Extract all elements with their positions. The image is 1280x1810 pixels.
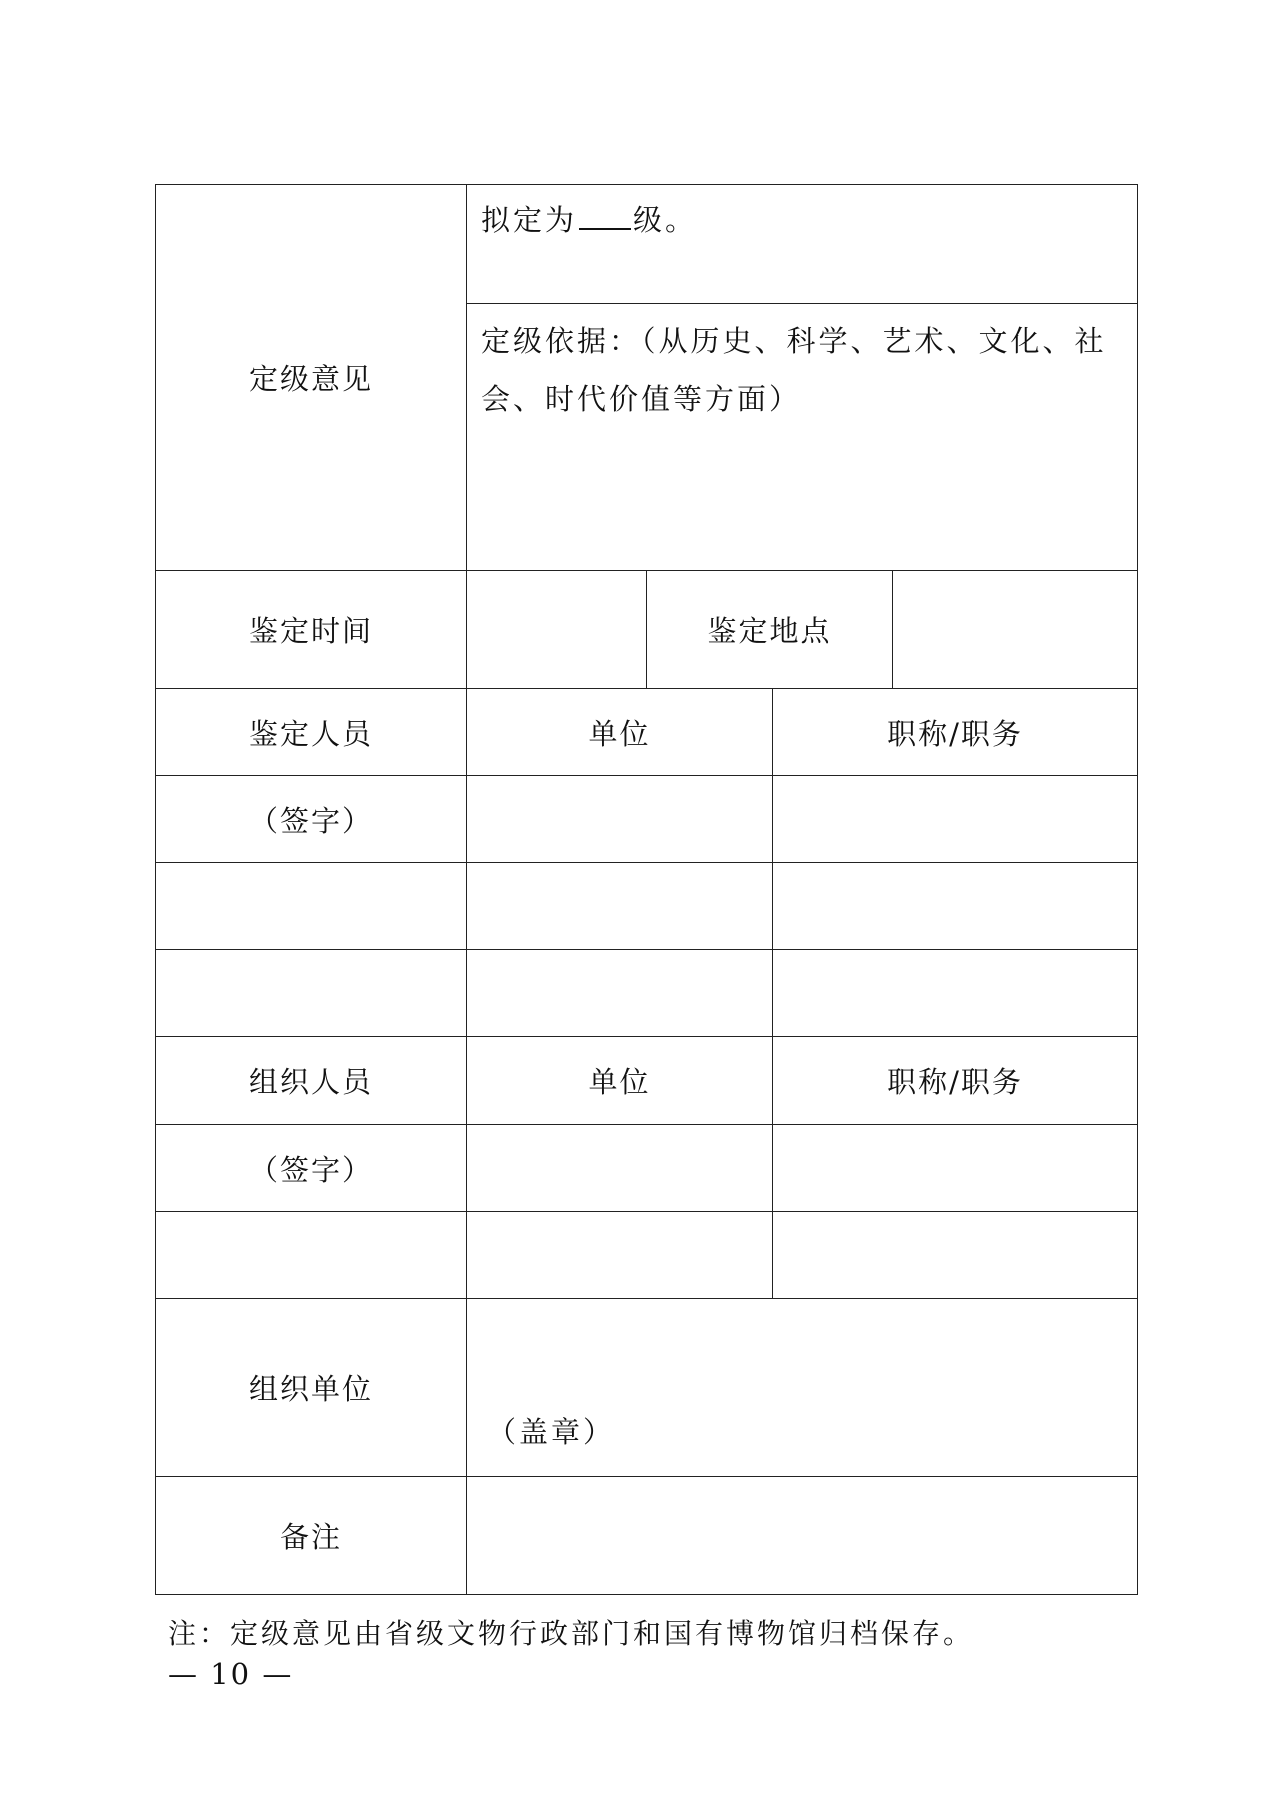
appraiser-3-unit[interactable] [466, 949, 773, 1037]
appraiser-1-unit[interactable] [466, 775, 773, 863]
organizers-unit-label: 单位 [588, 1065, 651, 1099]
organizer-1-unit[interactable] [466, 1124, 773, 1212]
appraisal-place-label-cell [646, 570, 893, 689]
rating-proposed-cell[interactable] [466, 184, 1138, 304]
appraisal-time-label-cell [155, 570, 467, 689]
appraisers-label: 鉴定人员 [248, 716, 373, 751]
appraisal-place-value-cell[interactable] [892, 570, 1138, 689]
appraiser-sign-cell[interactable] [155, 775, 467, 863]
appraiser-1-title[interactable] [772, 775, 1138, 863]
appraiser-3-title[interactable] [772, 949, 1138, 1037]
organizer-2-title[interactable] [772, 1211, 1138, 1299]
rating-proposed-suffix: 级。 [633, 203, 698, 237]
org-unit-seal-note: （盖章） [487, 1415, 616, 1449]
organizer-2-sign[interactable] [155, 1211, 467, 1299]
rating-basis-cell[interactable] [466, 303, 1138, 571]
remarks-label: 备注 [279, 1520, 342, 1554]
organizers-unit-header [466, 1036, 773, 1125]
organizers-title-header [772, 1036, 1138, 1125]
organizer-1-title[interactable] [772, 1124, 1138, 1212]
appraisers-title-label: 职称/职务 [887, 716, 1023, 751]
org-unit-label: 组织单位 [248, 1372, 373, 1406]
organizers-label: 组织人员 [248, 1065, 373, 1099]
appraisers-unit-label: 单位 [588, 716, 651, 751]
rating-proposed-prefix: 拟定为 [481, 203, 578, 237]
appraiser-2-unit[interactable] [466, 862, 773, 950]
appraisers-sign-note: （签字） [248, 803, 373, 838]
appraisal-place-label: 鉴定地点 [707, 614, 832, 648]
organizer-2-unit[interactable] [466, 1211, 773, 1299]
organizers-sign-note: （签字） [248, 1152, 373, 1187]
rating-basis-text: 定级依据：（从历史、科学、艺术、文化、社会、时代价值等方面） [481, 324, 1107, 416]
page-number: — 10 — [168, 1657, 294, 1691]
organizers-label-cell [155, 1036, 467, 1125]
appraisal-time-value-cell[interactable] [466, 570, 647, 689]
rating-label-cell [155, 184, 467, 571]
appraiser-2-sign[interactable] [155, 862, 467, 950]
grade-blank[interactable] [579, 204, 631, 230]
organizer-sign-cell[interactable] [155, 1124, 467, 1212]
rating-label: 定级意见 [248, 362, 373, 396]
footnote: 注：定级意见由省级文物行政部门和国有博物馆归档保存。 [168, 1617, 975, 1650]
appraisers-title-header [772, 688, 1138, 776]
appraisers-unit-header [466, 688, 773, 776]
appraiser-2-title[interactable] [772, 862, 1138, 950]
appraisers-label-cell [155, 688, 467, 776]
org-unit-value-cell[interactable] [466, 1298, 1138, 1477]
remarks-value-cell[interactable] [466, 1476, 1138, 1595]
organizers-title-label: 职称/职务 [887, 1065, 1023, 1099]
appraisal-time-label: 鉴定时间 [248, 614, 373, 648]
appraiser-3-sign[interactable] [155, 949, 467, 1037]
rating-proposed-text [481, 185, 697, 255]
org-unit-label-cell [155, 1298, 467, 1477]
remarks-label-cell [155, 1476, 467, 1595]
